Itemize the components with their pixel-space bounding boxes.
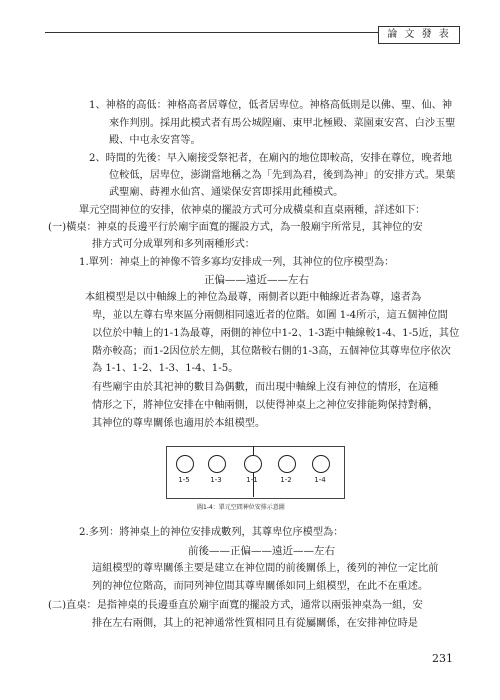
- paragraph-line: 為 1-1、1-2、1-3、1-4、1-5。: [92, 363, 239, 374]
- paragraph-line: (二)直桌：是指神桌的長邊垂直於廟宇面寬的擺設方式，通常以兩張神桌為一組，安: [48, 600, 423, 611]
- paragraph-line: 武聖廟、蒔裡水仙宮、通梁保安宮即採用此種模式。: [109, 187, 344, 198]
- formula-multi: 前後——正偏——遠近——左右: [188, 545, 335, 557]
- position-label: 1-2: [280, 476, 292, 484]
- paragraph-line: 單元空間神位的安排，依神桌的擺設方式可分成橫桌和直桌兩種，詳述如下：: [79, 205, 426, 216]
- paragraph-line: 卑，並以左尊右卑來區分兩側相同遠近者的位階。如圖 1-4所示，這五個神位間: [92, 310, 448, 321]
- paragraph-line: 2.多列：將神桌上的神位安排成數列，其尊卑位序模型為：: [79, 527, 344, 538]
- paragraph-line: 2、時間的先後：早入廟接受祭祀者，在廟內的地位即較高，安排在尊位，晚者地: [89, 153, 453, 164]
- position-label: 1-1: [246, 476, 258, 484]
- paragraph-line: 情形之下，將神位安排在中軸兩側，以使得神桌上之神位安排能夠保持對稱，: [92, 400, 439, 411]
- position-label: 1-4: [314, 476, 326, 484]
- formula-single: 正偏——遠近——左右: [204, 274, 309, 286]
- paragraph-line: 來作判別。採用此模式者有馬公城隍廟、東甲北極殿、菜園東安宮、白沙玉聖: [109, 118, 456, 129]
- paragraph-line: 1、神格的高低：神格高者居尊位，低者居卑位。神格高低則是以佛、聖、仙、神: [89, 100, 453, 111]
- deity-position-circle: [278, 455, 296, 473]
- deity-position-circle: [312, 455, 330, 473]
- paragraph-line: 位較低，居卑位，澎湖當地稱之為「先到為君，後到為神」的安排方式。果葉: [109, 170, 456, 181]
- paragraph-line: 列的神位位階高，而同列神位間其尊卑關係如同上組模型，在此不在重述。: [92, 581, 429, 592]
- paragraph-line: 其神位的尊卑關係也適用於本組模型。: [92, 418, 266, 429]
- paragraph-line: 有些廟宇由於其祀神的數目為偶數，而出現中軸線上沒有神位的情形，在這種: [92, 382, 439, 393]
- paragraph-line: 以位於中軸上的1-1為最尊，兩側的神位中1-2、1-3距中軸線較1-4、1-5近，其位: [92, 328, 460, 339]
- position-label: 1-3: [210, 476, 222, 484]
- deity-position-circle: [176, 455, 194, 473]
- page-number: 231: [432, 652, 453, 665]
- deity-position-circle: [244, 455, 262, 473]
- paragraph-line: 排方式可分成單列和多列兩種形式：: [92, 239, 255, 250]
- section-label: 論 文 發 表: [378, 26, 460, 44]
- deity-position-circle: [208, 455, 226, 473]
- paragraph-line: 殿、中屯永安宮等。: [109, 135, 201, 146]
- paragraph-line: 階亦較高；而1-2因位於左側，其位階較右側的1-3高，五個神位其尊卑位序依次: [92, 346, 451, 357]
- position-label: 1-5: [178, 476, 190, 484]
- figure-caption: 圖1-4：單元空間神位安排示意圖: [197, 504, 285, 511]
- paragraph-line: (一)橫桌：神桌的長邊平行於廟宇面寬的擺設方式，為一般廟宇所常見，其神位的安: [48, 222, 423, 233]
- paragraph-line: 這組模型的尊卑關係主要是建立在神位間的前後關係上，後列的神位一定比前: [92, 563, 439, 574]
- paragraph-line: 1.單列：神桌上的神像不管多寡均安排成一列，其神位的位序模型為：: [79, 257, 395, 268]
- paragraph-line: 排在左右兩側，其上的祀神通常性質相同且有從屬關係，在安排神位時是: [92, 618, 418, 629]
- paragraph-line: 本組模型是以中軸線上的神位為最尊，兩側者以距中軸線近者為尊，遠者為: [85, 292, 422, 303]
